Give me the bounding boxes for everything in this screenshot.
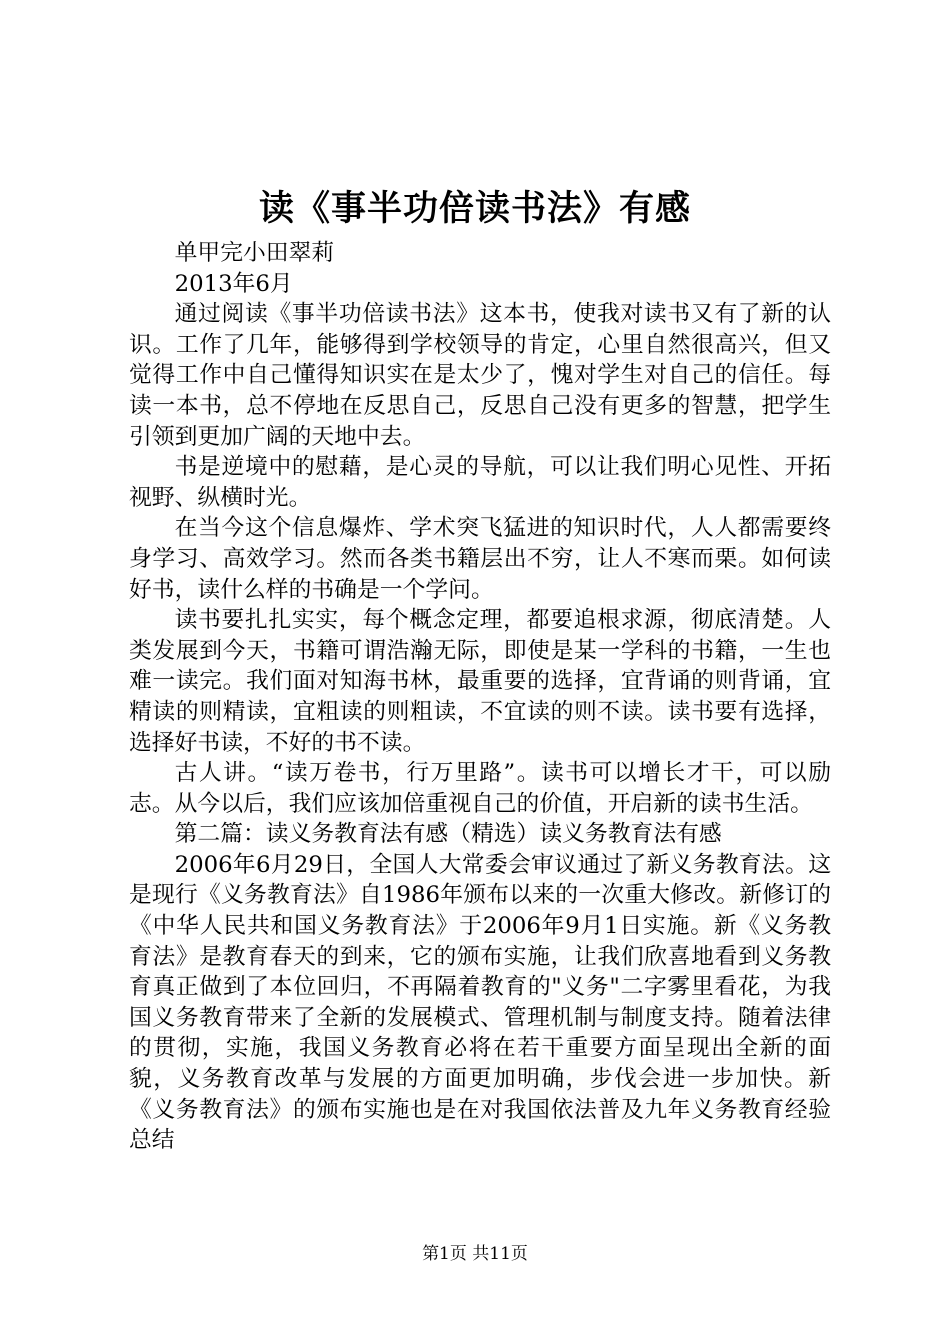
section-heading: 第二篇：读义务教育法有感（精选）读义务教育法有感	[174, 821, 722, 848]
paragraph: 在当今这个信息爆炸、学术突飞猛进的知识时代，人人都需要终身学习、高效学习。然而各类书籍层出不穷，让人不寒而栗。如何读好书，读什么样的书确是一个学问。	[129, 515, 831, 603]
date-line: 2013年6月	[174, 270, 293, 297]
author-line: 单甲完小田翠莉	[174, 240, 335, 266]
document-title: 读《事半功倍读书法》有感	[258, 188, 691, 229]
paragraph: 2006年6月29日，全国人大常委会审议通过了新义务教育法。这是现行《义务教育法》自1986年颁布以来的一次重大修改。新修订的《中华人民共和国义务教育法》于2006年9月1日实施。新《义务教育法》是教育春天的到来，它的颁布实施，让我们欣喜地看到义务教育真正做到了本位回归，不再隔着教育的"义务"二字雾里看花，为我国义务教育带来了全新的发展模式、管理机制与制度支持。随着法律的贯彻，实施，我国义务教育必将在若干重要方面呈现出全新的面貌，义务教育改革与发展的方面更加明确，步伐会进一步加快。新《义务教育法》的颁布实施也是在对我国依法普及九年义务教育经验总结	[129, 851, 831, 1154]
paragraph: 通过阅读《事半功倍读书法》这本书，使我对读书又有了新的认识。工作了几年，能够得到学校领导的肯定，心里自然很高兴，但又觉得工作中自己懂得知识实在是太少了，愧对学生对自己的信任。每读一本书，总不停地在反思自己，反思自己没有更多的智慧，把学生引领到更加广阔的天地中去。	[129, 301, 831, 450]
page-number: 第1页 共11页	[422, 1244, 528, 1264]
paragraph: 读书要扎扎实实，每个概念定理，都要追根求源，彻底清楚。人类发展到今天，书籍可谓浩瀚无际，即使是某一学科的书籍，一生也难一读完。我们面对知海书林，最重要的选择，宜背诵的则背诵，宜精读的则精读，宜粗读的则粗读，不宜读的则不读。读书要有选择，选择好书读，不好的书不读。	[129, 607, 831, 756]
paragraph: 书是逆境中的慰藉，是心灵的导航，可以让我们明心见性、开拓视野、纵横时光。	[129, 454, 831, 511]
paragraph: 古人讲。“读万卷书，行万里路”。读书可以增长才干，可以励志。从今以后，我们应该加倍重视自己的价值，开启新的读书生活。	[129, 760, 831, 817]
document-body	[129, 238, 831, 1156]
